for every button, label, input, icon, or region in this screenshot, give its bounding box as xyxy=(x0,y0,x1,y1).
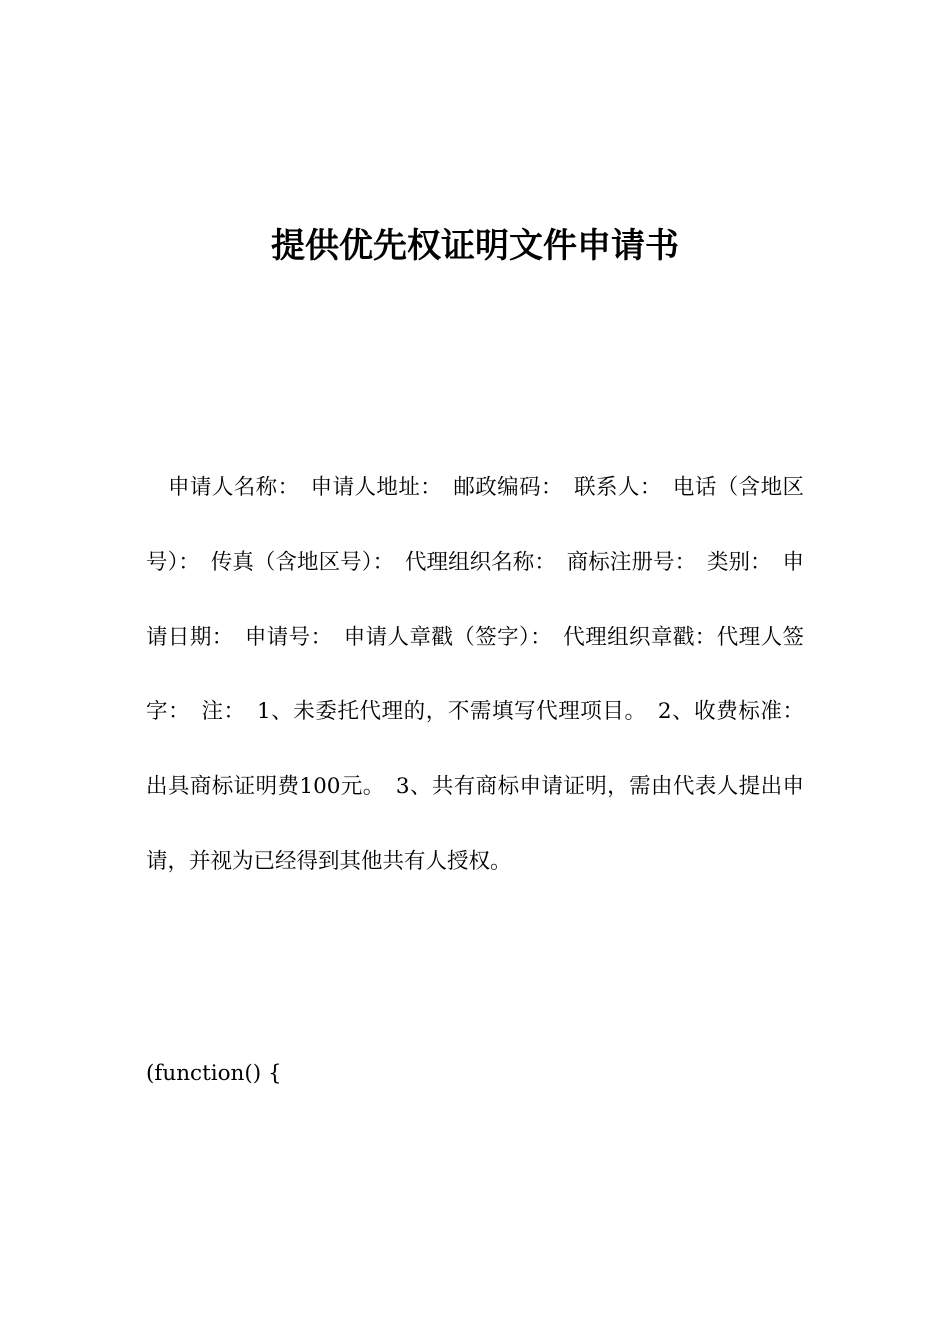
document-title: 提供优先权证明文件申请书 xyxy=(271,226,679,266)
script-code-fragment: (function() { xyxy=(146,1061,282,1086)
application-form-text: 申请人名称： 申请人地址： 邮政编码： 联系人： 电话（含地区号）： 传真（含地区号）： 代理组织名称： 商标注册号： 类别： 申请日期： 申请号： 申请人章戳（签字）： 代理组织章戳：代理人签字： 注： 1、未委托代理的，不需填写代理项目。 2、收费标准：出具商标证明费100元。 3、共有商标申请证明，需由代表人提出申请，并视为已经得到其他共有人授权。 xyxy=(146,475,804,874)
